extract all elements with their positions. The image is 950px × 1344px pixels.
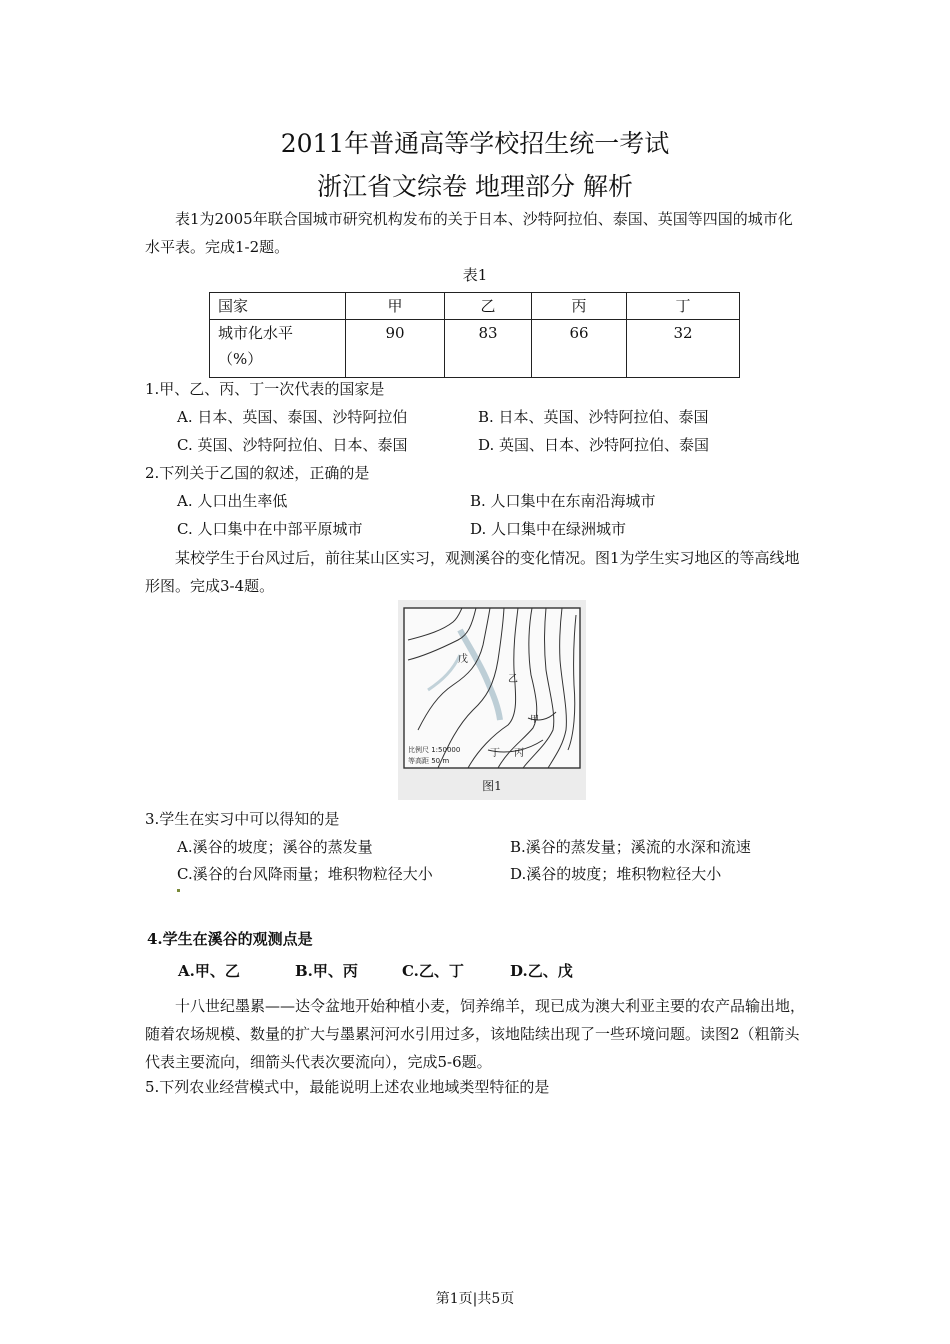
point-label-jia: 甲	[530, 715, 540, 725]
urbanization-table	[209, 292, 740, 378]
row-label-cell	[210, 320, 346, 378]
question-1-stem: 1.甲、乙、丙、丁一次代表的国家是	[145, 380, 385, 398]
table-cell: 66	[532, 320, 627, 378]
q3-option-a: A.溪谷的坡度；溪谷的蒸发量	[177, 838, 373, 856]
table-row	[210, 320, 740, 378]
point-label-ding: 丁	[490, 748, 500, 759]
point-label-bing: 丙	[514, 748, 524, 759]
q4-option-a: A.甲、乙	[178, 962, 240, 980]
q4-option-b: B.甲、丙	[295, 962, 358, 980]
intro-paragraph-1: 表1为2005年联合国城市研究机构发布的关于日本、沙特阿拉伯、泰国、英国等四国的城市化水平表。完成1-2题。	[145, 210, 793, 256]
table-header-cell: 国家	[210, 293, 346, 320]
q4-option-c: C.乙、丁	[402, 962, 464, 980]
q1-option-c: C. 英国、沙特阿拉伯、日本、泰国	[177, 436, 408, 454]
question-3-stem: 3.学生在实习中可以得知的是	[145, 810, 340, 828]
q3-option-c: C.溪谷的台风降雨量；堆积物粒径大小	[177, 865, 433, 883]
map-contour-interval: 等高距 50 m	[408, 757, 450, 765]
contour-map	[398, 600, 586, 800]
table-caption: 表1	[462, 266, 488, 284]
intro-paragraph-2: 某校学生于台风过后，前往某山区实习，观测溪谷的变化情况。图1为学生实习地区的等高线地形图。完成3-4题。	[145, 549, 800, 595]
q4-option-d: D.乙、戊	[510, 962, 573, 980]
intro-paragraph-3: 十八世纪墨累——达令盆地开始种植小麦，饲养绵羊，现已成为澳大利亚主要的农产品输出地，随着农场规模、数量的扩大与墨累河河水引用过多，该地陆续出现了一些环境问题。读图2（粗箭头代表主要流向，细箭头代表次要流向），完成5-6题。	[145, 997, 806, 1071]
q2-option-c: C. 人口集中在中部平原城市	[177, 520, 363, 538]
figure-caption: 图1	[482, 779, 502, 793]
table-cell: 90	[346, 320, 445, 378]
q2-option-d: D. 人口集中在绿洲城市	[470, 520, 627, 538]
question-5-stem: 5.下列农业经营模式中，最能说明上述农业地域类型特征的是	[145, 1078, 550, 1096]
row-unit: （%）	[218, 350, 263, 368]
question-2-stem: 2.下列关于乙国的叙述，正确的是	[145, 464, 370, 482]
q1-option-b: B. 日本、英国、沙特阿拉伯、泰国	[478, 408, 709, 426]
table-header-cell: 丙	[532, 293, 627, 320]
point-label-wu: 戊	[458, 654, 468, 665]
page-footer: 第1页|共5页	[435, 1291, 515, 1307]
page-subtitle: 浙江省文综卷 地理部分 解析	[317, 172, 633, 201]
point-label-yi: 乙	[508, 674, 518, 685]
map-scale: 比例尺 1:50000	[408, 746, 461, 754]
table-cell: 83	[445, 320, 532, 378]
q1-option-a: A. 日本、英国、泰国、沙特阿拉伯	[177, 408, 408, 426]
question-4-stem: 4.学生在溪谷的观测点是	[147, 930, 313, 948]
row-label: 城市化水平	[218, 324, 294, 342]
q3-option-d: D.溪谷的坡度；堆积物粒径大小	[510, 865, 722, 883]
table-header-row	[210, 293, 740, 320]
page-title: 2011年普通高等学校招生统一考试	[280, 129, 670, 158]
q2-option-a: A. 人口出生率低	[177, 492, 288, 510]
table-header-cell: 甲	[346, 293, 445, 320]
stray-mark	[177, 889, 180, 892]
table-cell: 32	[627, 320, 740, 378]
table-header-cell: 丁	[627, 293, 740, 320]
q1-option-d: D. 英国、日本、沙特阿拉伯、泰国	[478, 436, 710, 454]
table-header-cell: 乙	[445, 293, 532, 320]
contour-map-figure	[398, 600, 586, 800]
q3-option-b: B.溪谷的蒸发量；溪流的水深和流速	[510, 838, 751, 856]
q2-option-b: B. 人口集中在东南沿海城市	[470, 492, 656, 510]
